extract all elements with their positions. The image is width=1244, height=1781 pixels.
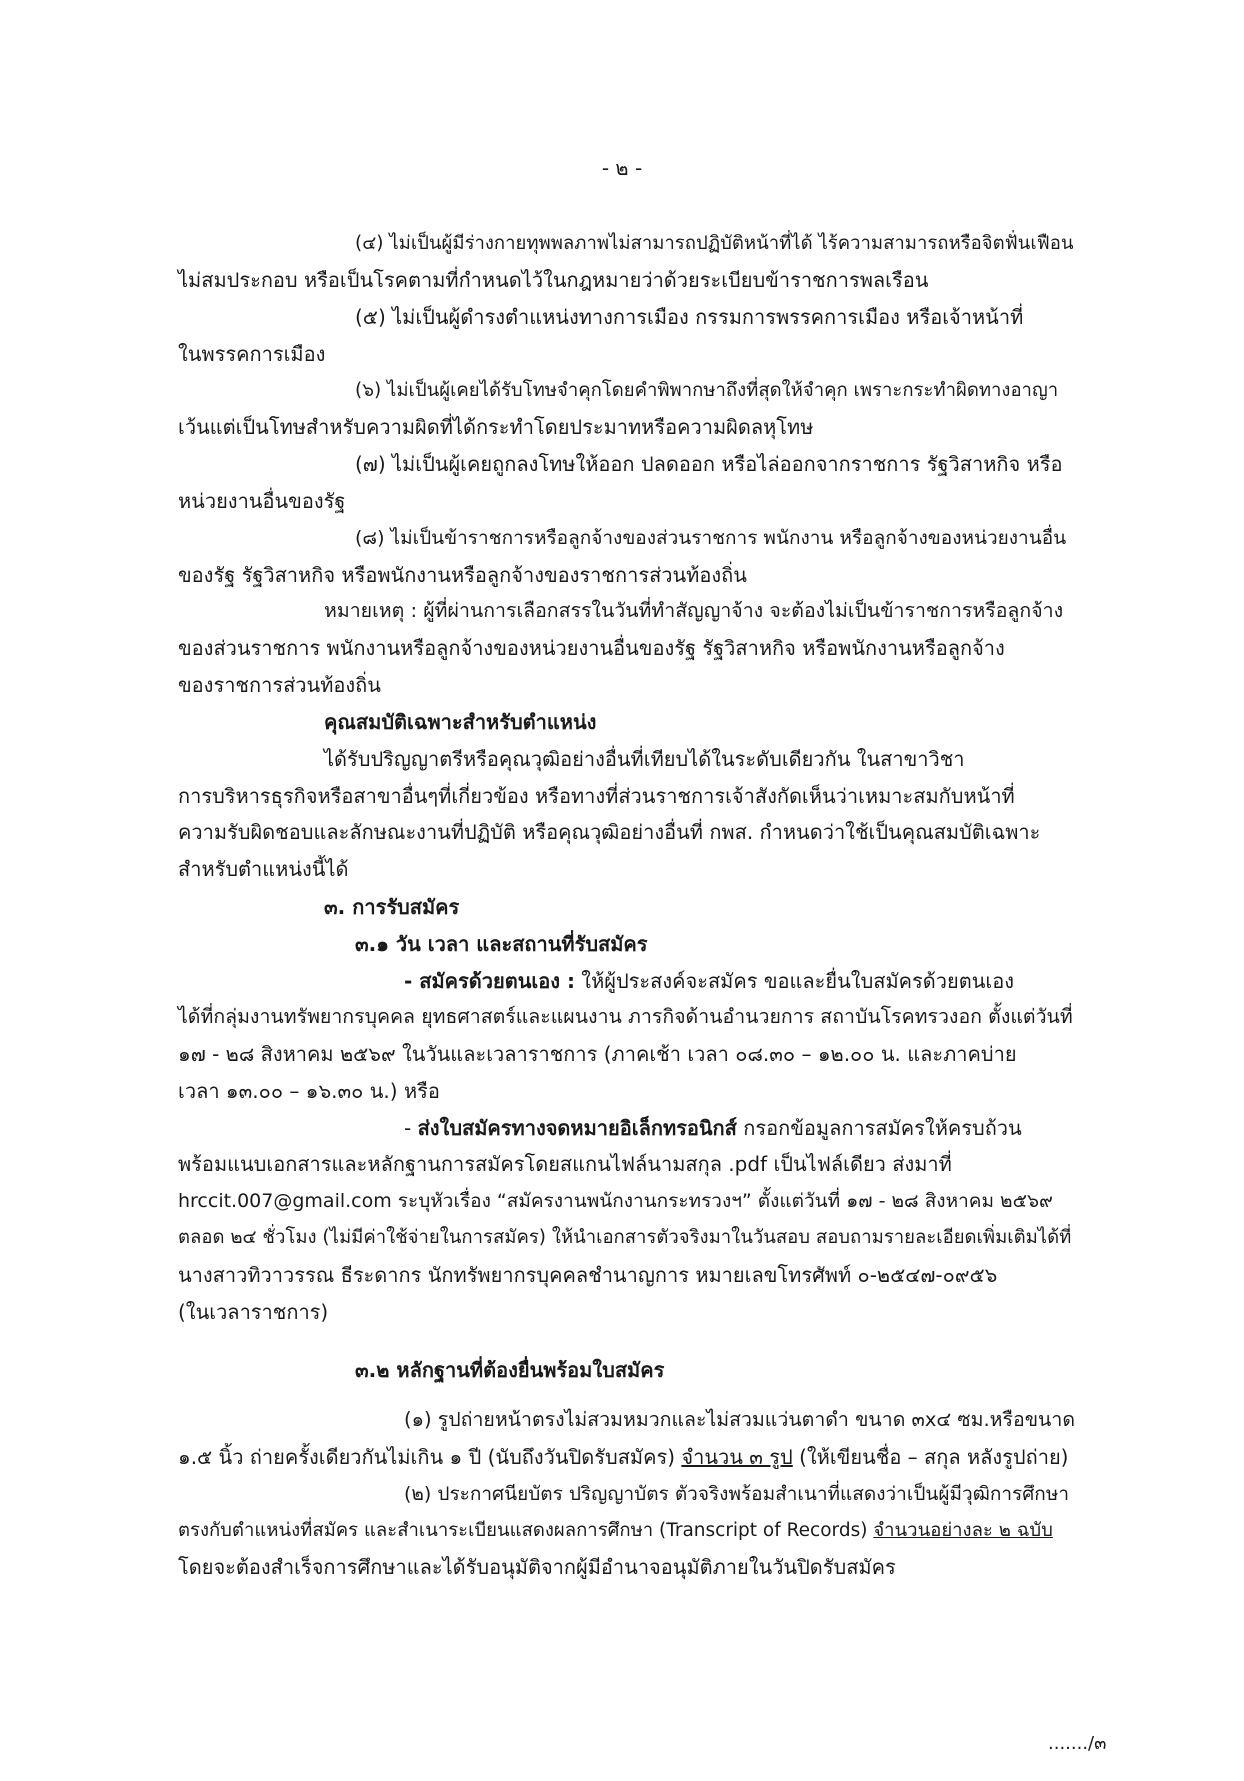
body-line: ของรัฐ รัฐวิสาหกิจ หรือพนักงานหรือลูกจ้างของราชการส่วนท้องถิ่น	[178, 563, 747, 587]
walk-in-label: - สมัครด้วยตนเอง :	[404, 969, 575, 993]
copy-count: จำนวนอย่างละ ๒ ฉบับ	[873, 1520, 1053, 1541]
note-line: หมายเหตุ : ผู้ที่ผ่านการเลือกสรรในวันที่ทำสัญญาจ้าง จะต้องไม่เป็นข้าราชการหรือลูกจ้าง	[324, 599, 1064, 622]
body-line: พร้อมแนบเอกสารและหลักฐานการสมัครโดยสแกนไฟล์นามสกุล .pdf เป็นไฟล์เดียว ส่งมาที่	[178, 1152, 952, 1176]
body-line: ๑๗ - ๒๘ สิงหาคม ๒๕๖๙ ในวันและเวลาราชการ (ภาคเช้า เวลา ๐๘.๓๐ – ๑๒.๐๐ น. และภาคบ่าย	[178, 1042, 1017, 1066]
email-application-label: ส่งใบสมัครทางจดหมายอิเล็กทรอนิกส์	[417, 1116, 737, 1140]
body-line: ความรับผิดชอบและลักษณะงานที่ปฏิบัติ หรือคุณวุฒิอย่างอื่นที่ กพส. กำหนดว่าใช้เป็นคุณสมบัติเฉพาะ	[178, 820, 1041, 844]
body-line: - สมัครด้วยตนเอง : ให้ผู้ประสงค์จะสมัคร ขอและยื่นใบสมัครด้วยตนเอง	[404, 969, 1014, 993]
continue-marker: ......./๓	[1048, 1733, 1107, 1754]
body-line: นางสาวทิวาวรรณ ธีระดากร นักทรัพยากรบุคคลชำนาญการ หมายเลขโทรศัพท์ ๐-๒๕๔๗-๐๙๕๖	[178, 1263, 998, 1287]
body-line: (๔) ไม่เป็นผู้มีร่างกายทุพพลภาพไม่สามารถปฏิบัติหน้าที่ได้ ไร้ความสามารถหรือจิตฟั่นเฟือน	[355, 233, 1074, 254]
photo-count: จำนวน ๓ รูป	[681, 1445, 793, 1469]
body-line: ได้ที่กลุ่มงานทรัพยากรบุคคล ยุทธศาสตร์และแผนงาน ภารกิจด้านอำนวยการ สถาบันโรคทรวงอก ตั้งแต่วันที่	[178, 1005, 1073, 1028]
section-heading: คุณสมบัติเฉพาะสำหรับตำแหน่ง	[324, 710, 597, 734]
body-line: ตลอด ๒๔ ชั่วโมง (ไม่มีค่าใช้จ่ายในการสมัคร) ให้นำเอกสารตัวจริงมาในวันสอบ สอบถามรายละเอียดเพิ่มเติมได้ที่	[178, 1227, 1072, 1248]
body-line: - ส่งใบสมัครทางจดหมายอิเล็กทรอนิกส์ กรอกข้อมูลการสมัครให้ครบถ้วน	[404, 1116, 1022, 1140]
note-line: ของราชการส่วนท้องถิ่น	[178, 673, 381, 697]
body-line: ในพรรคการเมือง	[178, 342, 326, 366]
body-line: สำหรับตำแหน่งนี้ได้	[178, 857, 349, 881]
body-line: ๑.๕ นิ้ว ถ่ายครั้งเดียวกันไม่เกิน ๑ ปี (นับถึงวันปิดรับสมัคร) จำนวน ๓ รูป (ให้เขียนชื่อ – สกุล หลังรูปถ่าย)	[178, 1445, 1069, 1469]
body-line: (๘) ไม่เป็นข้าราชการหรือลูกจ้างของส่วนราชการ พนักงาน หรือลูกจ้างของหน่วยงานอื่น	[355, 527, 1067, 549]
body-line: โดยจะต้องสำเร็จการศึกษาและได้รับอนุมัติจากผู้มีอำนาจอนุมัติภายในวันปิดรับสมัคร	[178, 1555, 896, 1579]
subsection-heading: ๓.๑ วัน เวลา และสถานที่รับสมัคร	[355, 932, 648, 956]
body-line: (ในเวลาราชการ)	[178, 1300, 329, 1324]
note-line: ของส่วนราชการ พนักงานหรือลูกจ้างของหน่วยงานอื่นของรัฐ รัฐวิสาหกิจ หรือพนักงานหรือลูกจ้าง	[178, 636, 1005, 660]
body-line: (๖) ไม่เป็นผู้เคยได้รับโทษจำคุกโดยคำพิพากษาถึงที่สุดให้จำคุก เพราะกระทำผิดทางอาญา	[355, 380, 1059, 401]
body-line: (๗) ไม่เป็นผู้เคยถูกลงโทษให้ออก ปลดออก หรือไล่ออกจากราชการ รัฐวิสาหกิจ หรือ	[355, 452, 1063, 476]
body-line: hrccit.007@gmail.com ระบุหัวเรื่อง “สมัครงานพนักงานกระทรวงฯ” ตั้งแต่วันที่ ๑๗ - ๒๘ สิงหาคม ๒๕๖๙	[178, 1190, 1053, 1212]
body-line: ได้รับปริญญาตรีหรือคุณวุฒิอย่างอื่นที่เทียบได้ในระดับเดียวกัน ในสาขาวิชา	[324, 747, 965, 771]
section-heading: ๓. การรับสมัคร	[324, 895, 460, 919]
page-number: - ๒ -	[601, 156, 643, 180]
body-line: (๕) ไม่เป็นผู้ดำรงตำแหน่งทางการเมือง กรรมการพรรคการเมือง หรือเจ้าหน้าที่	[355, 305, 1024, 329]
body-line: ไม่สมประกอบ หรือเป็นโรคตามที่กำหนดไว้ในกฎหมายว่าด้วยระเบียบข้าราชการพลเรือน	[178, 268, 929, 292]
body-line: เว้นแต่เป็นโทษสำหรับความผิดที่ได้กระทำโดยประมาทหรือความผิดลหุโทษ	[178, 415, 814, 439]
body-line: ตรงกับตำแหน่งที่สมัคร และสำเนาระเบียนแสดงผลการศึกษา (Transcript of Records) จำนวนอย่างละ ๒ ฉบับ	[178, 1520, 1053, 1541]
subsection-heading: ๓.๒ หลักฐานที่ต้องยื่นพร้อมใบสมัคร	[355, 1358, 665, 1382]
body-line: เวลา ๑๓.๐๐ – ๑๖.๓๐ น.) หรือ	[178, 1079, 440, 1103]
body-line: หน่วยงานอื่นของรัฐ	[178, 489, 346, 513]
body-line: (๑) รูปถ่ายหน้าตรงไม่สวมหมวกและไม่สวมแว่นตาดำ ขนาด ๓x๔ ซม.หรือขนาด	[404, 1408, 1075, 1431]
body-line: การบริหารธุรกิจหรือสาขาอื่นๆที่เกี่ยวข้อง หรือทางที่ส่วนราชการเจ้าสังกัดเห็นว่าเหมาะสมกับหน้าที่	[178, 784, 1015, 808]
body-line: (๒) ประกาศนียบัตร ปริญญาบัตร ตัวจริงพร้อมสำเนาที่แสดงว่าเป็นผู้มีวุฒิการศึกษา	[404, 1483, 1070, 1505]
